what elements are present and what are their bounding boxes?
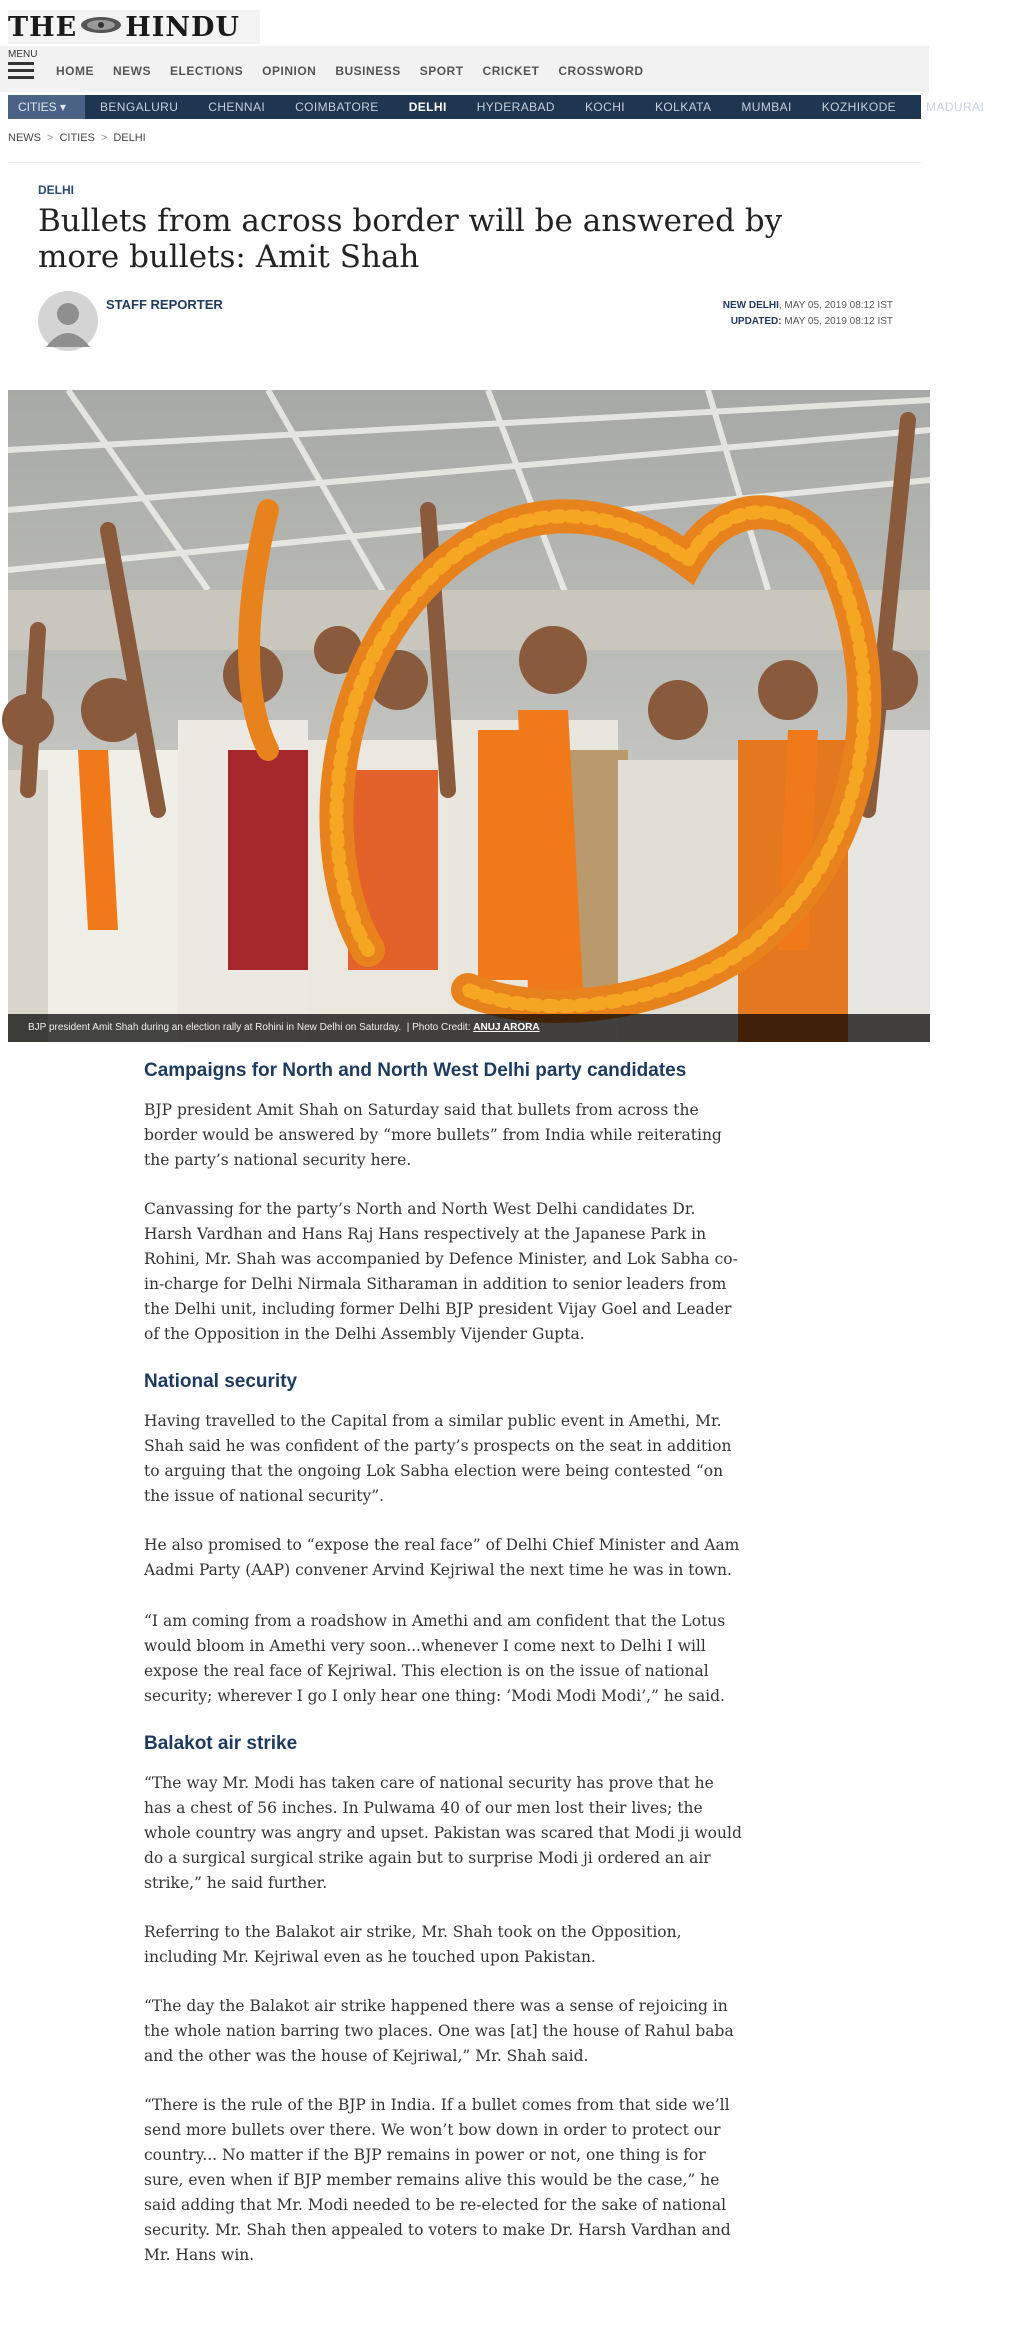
nav-news[interactable]: NEWS — [113, 64, 151, 78]
menu-button[interactable] — [8, 49, 38, 82]
section-tag[interactable]: DELHI — [38, 183, 74, 197]
city-kozhikode[interactable]: KOZHIKODE — [821, 100, 897, 114]
section-heading-national-security: National security — [144, 1371, 298, 1392]
article-paragraph: “The day the Balakot air strike happened there was a sense of rejoicing in the whole nation barring two places. One was [at] the house of Rahul baba and the other was the house of Kejriwal,” Mr. Shah said. — [144, 1997, 734, 2065]
emblem-icon — [79, 14, 123, 34]
article-paragraph: “There is the rule of the BJP in India. If a bullet comes from that side we’ll send more bullets over there. We won’t bow down in order to protect our country... No matter if the BJP remains in power or not, one thing is for sure, even when if BJP member remains alive this would be the case,” he said adding that Mr. Modi needed to be re-elected for the sake of national security. Mr. Shah then appealed to voters to make Dr. Harsh Vardhan and Mr. Hans win. — [144, 2096, 731, 2264]
cities-list — [100, 100, 1014, 114]
breadcrumb-cities[interactable]: CITIES — [59, 132, 95, 144]
caption-text: BJP president Amit Shah during an election rally at Rohini in New Delhi on Saturday. — [28, 1022, 402, 1033]
nav-sport[interactable]: SPORT — [419, 64, 464, 78]
breadcrumb — [8, 132, 146, 144]
nav-cricket[interactable]: CRICKET — [482, 64, 540, 78]
author-name[interactable]: STAFF REPORTER — [106, 297, 223, 312]
article-paragraph: Referring to the Balakot air strike, Mr. Shah took on the Opposition, including Mr. Kejriwal even as he touched upon Pakistan. — [144, 1923, 682, 1966]
article-paragraph: He also promised to “expose the real face” of Delhi Chief Minister and Aam Aadmi Party (AAP) convener Arvind Kejriwal the next time he was in town. — [144, 1536, 740, 1579]
dateline-place: NEW DELHI — [722, 300, 779, 311]
article-paragraph: Having travelled to the Capital from a similar public event in Amethi, Mr. Shah said he was confident of the party’s prospects on the seat in addition to arguing that the ongoing Lok Sabha election were being contested “on the issue of national security”. — [144, 1412, 732, 1505]
city-mumbai[interactable]: MUMBAI — [741, 100, 792, 114]
article-header — [8, 162, 921, 352]
city-bengaluru[interactable]: BENGALURU — [100, 100, 179, 114]
nav-crossword[interactable]: CROSSWORD — [558, 64, 644, 78]
author-avatar-icon — [38, 291, 98, 351]
article-body — [144, 1060, 744, 2292]
article-paragraph: BJP president Amit Shah on Saturday said that bullets from across the border would be answered by “more bullets” from India while reiterating the party’s national security here. — [144, 1101, 722, 1169]
masthead — [0, 0, 929, 46]
breadcrumb-separator-icon: > — [100, 132, 108, 144]
photo-caption — [8, 1014, 930, 1042]
logo-text-left: THE — [8, 12, 78, 43]
nav-home[interactable]: HOME — [56, 64, 94, 78]
dateline-date: , MAY 05, 2019 08:12 IST — [778, 300, 893, 311]
article-paragraph: “I am coming from a roadshow in Amethi and am confident that the Lotus would bloom in Amethi very soon...whenever I come next to Delhi I will expose the real face of Kejriwal. This election is on the issue of national security; wherever I go I only hear one thing: ‘Modi Modi Modi’,” he said. — [144, 1612, 726, 1705]
city-hyderabad[interactable]: HYDERABAD — [476, 100, 555, 114]
hero-photo[interactable] — [8, 390, 930, 1042]
nav-opinion[interactable]: OPINION — [262, 64, 317, 78]
city-chennai[interactable]: CHENNAI — [208, 100, 266, 114]
breadcrumb-delhi[interactable]: DELHI — [113, 132, 146, 144]
logo-text-right: HINDU — [125, 12, 240, 43]
city-delhi[interactable]: DELHI — [408, 100, 447, 114]
site-logo[interactable] — [8, 10, 260, 44]
city-coimbatore[interactable]: COIMBATORE — [295, 100, 379, 114]
section-heading-campaigns: Campaigns for North and North West Delhi party candidates — [144, 1060, 687, 1081]
nav-business[interactable]: BUSINESS — [335, 64, 401, 78]
city-madurai[interactable]: MADURAI — [926, 100, 985, 114]
cities-dropdown-label: CITIES — [18, 100, 57, 114]
photo-credit-label: | Photo Credit: — [406, 1022, 471, 1033]
cities-dropdown-button[interactable] — [8, 95, 85, 119]
section-heading-balakot: Balakot air strike — [144, 1733, 298, 1754]
breadcrumb-news[interactable]: NEWS — [8, 132, 41, 144]
nav-elections[interactable]: ELECTIONS — [170, 64, 244, 78]
menu-label: MENU — [8, 49, 38, 60]
cities-nav-bar — [8, 95, 985, 119]
city-kochi[interactable]: KOCHI — [584, 100, 625, 114]
rally-photo-illustration — [8, 390, 930, 1042]
breadcrumb-separator-icon: > — [47, 132, 54, 144]
main-nav-bar — [0, 46, 929, 92]
updated-label: UPDATED: — [730, 316, 782, 327]
hamburger-icon — [8, 62, 34, 82]
city-kolkata[interactable]: KOLKATA — [655, 100, 712, 114]
article-paragraph: “The way Mr. Modi has taken care of national security has prove that he has a chest of 56 inches. In Pulwama 40 of our men lost their lives; the whole country was angry and upset. Pakistan was scared that Modi ji would do a surgical surgical strike again but to surprise Modi ji ordered an air strike,” he said further. — [144, 1774, 742, 1892]
dateline — [723, 298, 893, 330]
updated-date: MAY 05, 2019 08:12 IST — [784, 316, 893, 327]
main-nav — [56, 64, 663, 78]
article-paragraph: Canvassing for the party’s North and North West Delhi candidates Dr. Harsh Vardhan and Hans Raj Hans respectively at the Japanese Park in Rohini, Mr. Shah was accompanied by Defence Minister, and Lok Sabha co-in-charge for Delhi Nirmala Sitharaman in addition to senior leaders from the Delhi unit, including former Delhi BJP president Vijay Goel and Leader of the Opposition in the Delhi Assembly Vijender Gupta. — [144, 1200, 738, 1343]
photo-credit-name[interactable]: ANUJ ARORA — [473, 1022, 540, 1033]
article-headline: Bullets from across border will be answered by more bullets: Amit Shah — [38, 203, 783, 275]
caret-down-icon: ▾ — [60, 100, 67, 114]
